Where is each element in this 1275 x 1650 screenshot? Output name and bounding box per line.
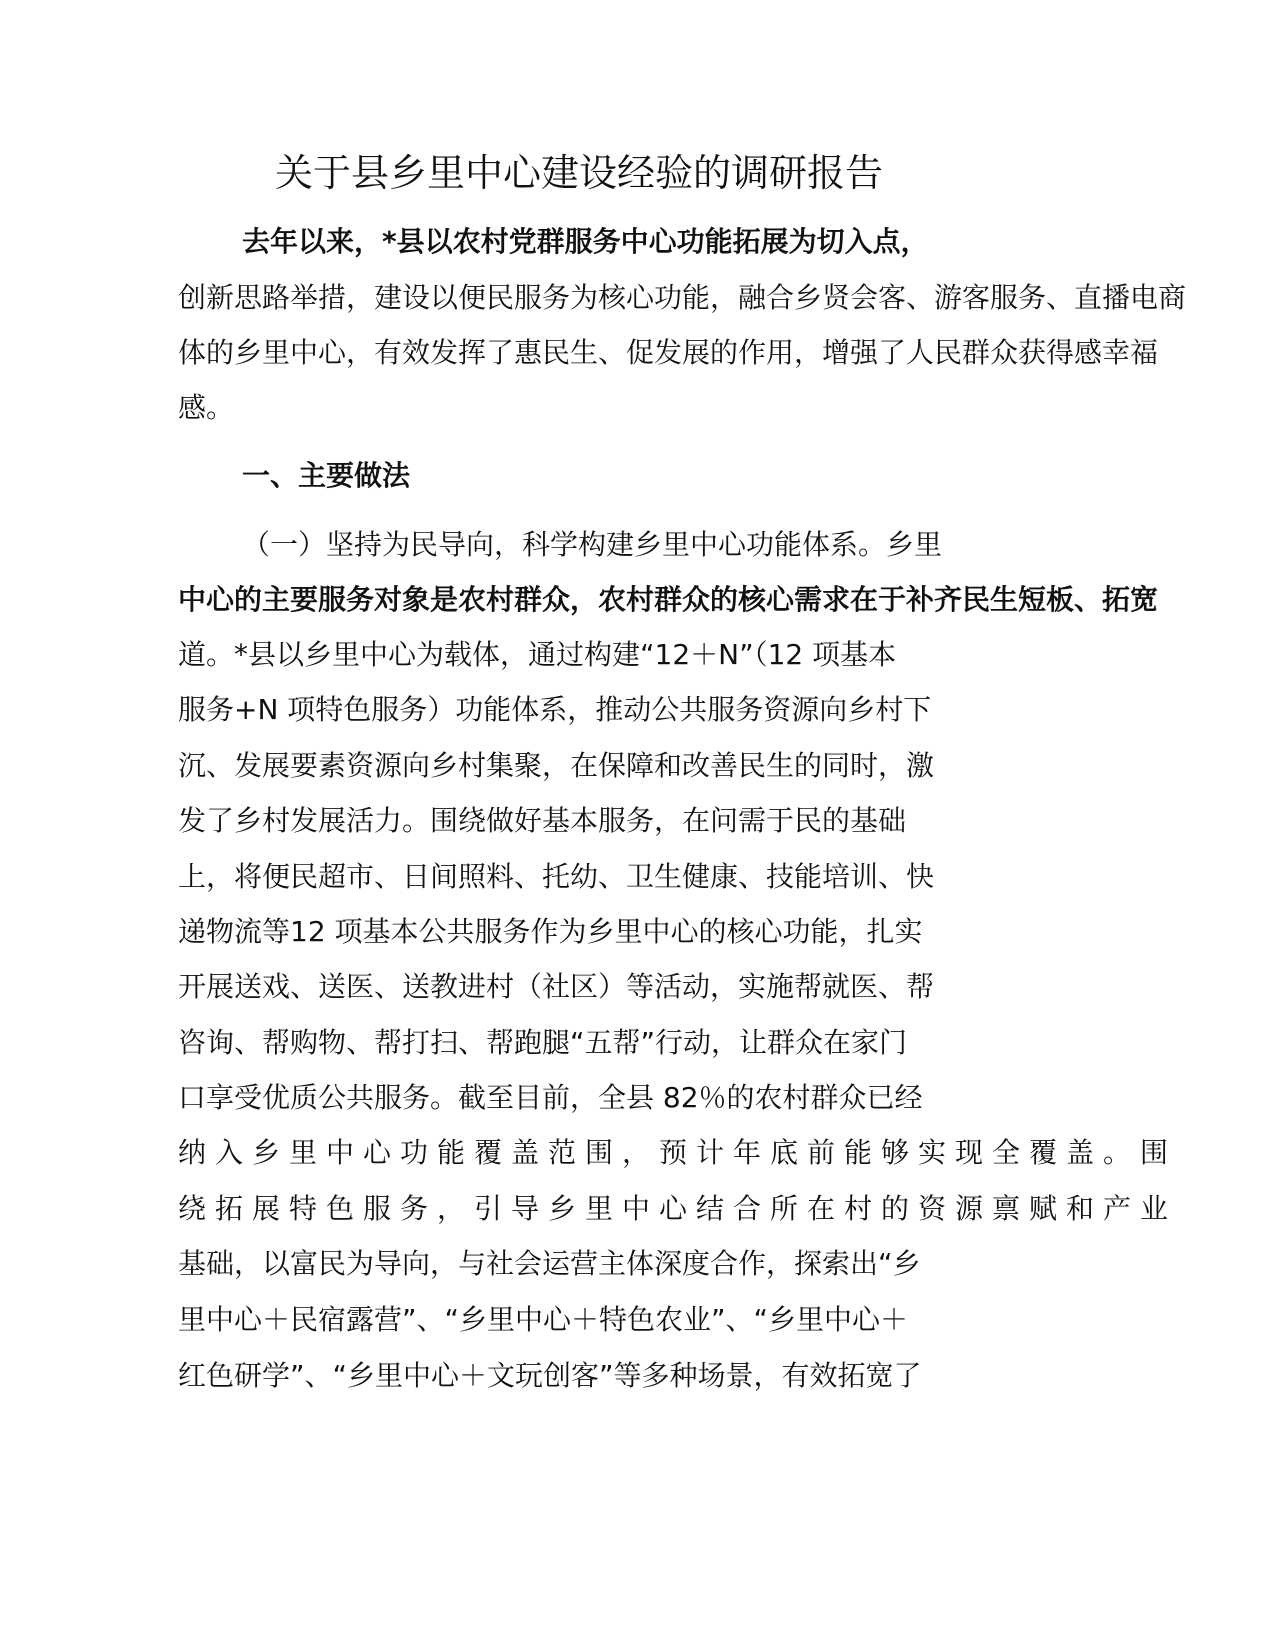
paragraph-line: 基础，以富民为导向，与社会运营主体深度合作，探索出“乡	[178, 1247, 921, 1280]
paragraph-line: 体的乡里中心，有效发挥了惠民生、促发展的作用，增强了人民群众获得感幸福	[178, 336, 1159, 369]
paragraph-line: 递物流等12 项基本公共服务作为乡里中心的核心功能，扎实	[178, 915, 923, 948]
paragraph-line: 沉、发展要素资源向乡村集聚，在保障和改善民生的同时，激	[178, 749, 935, 782]
section-heading: 一、主要做法	[242, 459, 411, 492]
paragraph-line: 中心的主要服务对象是农村群众，农村群众的核心需求在于补齐民生短板、拓宽	[178, 583, 1159, 616]
document-title: 关于县乡里中心建设经验的调研报告	[275, 151, 884, 195]
paragraph-line: （一）坚持为民导向，科学构建乡里中心功能体系。乡里	[242, 528, 943, 561]
paragraph-line: 里中心＋民宿露营”、“乡里中心＋特色农业”、“乡里中心＋	[178, 1303, 909, 1336]
paragraph-line: 上，将便民超市、日间照料、托幼、卫生健康、技能培训、快	[178, 860, 935, 893]
paragraph-line: 咨询、帮购物、帮打扫、帮跑腿“五帮”行动，让群众在家门	[178, 1026, 908, 1059]
paragraph-line: 感。	[178, 391, 235, 424]
paragraph-line: 创新思路举措，建设以便民服务为核心功能，融合乡贤会客、游客服务、直播电商	[178, 281, 1187, 314]
paragraph-line: 口享受优质公共服务。截至目前，全县 82％的农村群众已经	[178, 1081, 923, 1114]
paragraph-line: 绕拓展特色服务，引导乡里中心结合所在村的资源禀赋和产业	[178, 1192, 1178, 1225]
paragraph-line: 红色研学”、“乡里中心＋文玩创客”等多种场景，有效拓宽了	[178, 1359, 922, 1392]
paragraph-line: 发了乡村发展活力。围绕做好基本服务，在问需于民的基础	[178, 804, 907, 837]
paragraph-line: 服务+N 项特色服务）功能体系，推动公共服务资源向乡村下	[178, 693, 932, 726]
paragraph-line: 去年以来，*县以农村党群服务中心功能拓展为切入点，	[242, 225, 929, 258]
paragraph-line: 道。*县以乡里中心为载体，通过构建“12＋N”（12 项基本	[178, 638, 897, 671]
paragraph-line: 纳入乡里中心功能覆盖范围，预计年底前能够实现全覆盖。围	[178, 1136, 1178, 1169]
paragraph-line: 开展送戏、送医、送教进村（社区）等活动，实施帮就医、帮	[178, 970, 935, 1003]
